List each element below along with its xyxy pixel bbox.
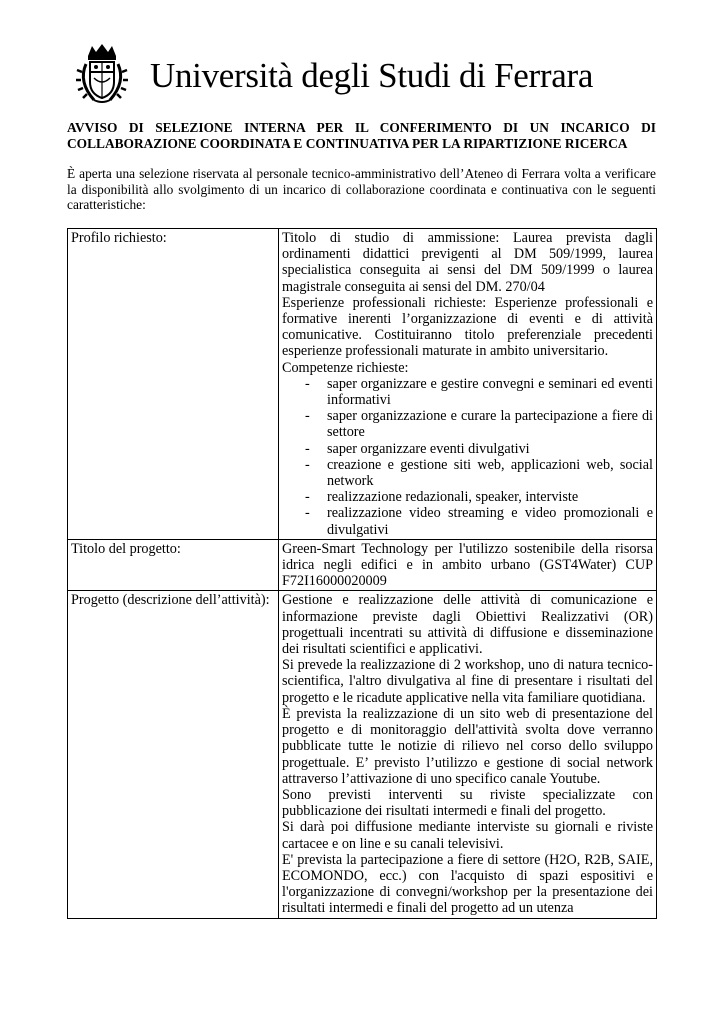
- list-item: - realizzazione redazionali, speaker, interviste: [305, 489, 653, 505]
- paragraph: Titolo di studio di ammissione: Laurea prevista dagli ordinamenti didattici previgenti al DM 509/1999, laurea specialistica conseguita ai sensi del DM 509/1999 o laurea magistrale conseguita ai sensi del DM. 270/04: [282, 230, 653, 295]
- row-label: Progetto (descrizione dell’attività):: [68, 591, 279, 918]
- university-name: Università degli Studi di Ferrara: [150, 56, 594, 95]
- document-header: [74, 42, 664, 106]
- list-item: - realizzazione video streaming e video promozionali e divulgativi: [305, 505, 653, 537]
- list-item: - saper organizzare e gestire convegni e seminari ed eventi informativi: [305, 376, 653, 408]
- paragraph: Competenze richieste:: [282, 359, 409, 376]
- list-item: - creazione e gestione siti web, applicazioni web, social network: [305, 457, 653, 489]
- skills-list: [282, 376, 653, 538]
- table-row: [68, 229, 657, 540]
- row-value: [279, 539, 657, 591]
- row-label: Profilo richiesto:: [68, 229, 279, 540]
- selection-details-table: [67, 228, 657, 919]
- paragraph: Gestione e realizzazione delle attività di comunicazione e informazione previste dagli Obiettivi Realizzativi (OR) progettuali incentrati su attività di diffusione e disseminazione dei risultati scientifici e applicativi.: [282, 592, 653, 658]
- paragraph: Sono previsti interventi su riviste specializzate con pubblicazione dei risultati intermedi e finali del progetto.: [282, 786, 653, 820]
- title-line-2: COLLABORAZIONE COORDINATA E CONTINUATIVA PER LA RIPARTIZIONE RICERCA: [67, 135, 628, 151]
- paragraph: E' prevista la partecipazione a fiere di settore (H2O, R2B, SAIE, ECOMONDO, ecc.) con l'acquisto di spazi espositivi e l'organizzazione di convegni/workshop per la presentazione dei risultati intermedi e finali del progetto ad un utenza: [282, 851, 653, 917]
- row-value: [279, 229, 657, 540]
- row-label: Titolo del progetto:: [68, 539, 279, 591]
- row-value: [279, 591, 657, 918]
- paragraph: Si prevede la realizzazione di 2 workshop, uno di natura tecnico-scientifica, l'altro divulgativa al fine di presentare i risultati del progetto e le ricadute applicative nella vita familiare quotidiana.: [282, 657, 653, 706]
- title-line-1: AVVISO DI SELEZIONE INTERNA PER IL CONFERIMENTO DI UN INCARICO DI: [67, 120, 656, 135]
- list-item: - saper organizzazione e curare la partecipazione a fiere di settore: [305, 408, 653, 440]
- paragraph: Esperienze professionali richieste: Esperienze professionali e formative inerenti l’organizzazione di eventi e di attività comunicative. Costituiranno titolo preferenziale precedenti esperienze professionali maturate in ambito universitario.: [282, 294, 653, 360]
- paragraph: Green-Smart Technology per l'utilizzo sostenibile della risorsa idrica negli edifici e in ambito urbano (GST4Water) CUP F72I16000020009: [282, 540, 653, 590]
- table-row: [68, 539, 657, 591]
- paragraph: Si darà poi diffusione mediante interviste su giornali e riviste cartacee e on line e su canali televisivi.: [282, 819, 653, 852]
- university-crest-icon: [74, 42, 130, 106]
- document-title: [67, 120, 656, 151]
- list-item: - saper organizzare eventi divulgativi: [305, 441, 653, 457]
- intro-paragraph: È aperta una selezione riservata al personale tecnico-amministrativo dell’Ateneo di Ferrara volta a verificare la disponibilità allo svolgimento di un incarico di collaborazione coordinata e continuativa con le seguenti caratteristiche:: [67, 166, 656, 213]
- table-row: [68, 591, 657, 918]
- paragraph: È prevista la realizzazione di un sito web di presentazione del progetto e di monitoraggio dell'attività svolta dove verranno pubblicate tutte le notizie di rilievo nel corso dello sviluppo progettuale. E’ previsto l’utilizzo e gestione di social network attraverso l’attivazione di uno specifico canale Youtube.: [282, 705, 653, 787]
